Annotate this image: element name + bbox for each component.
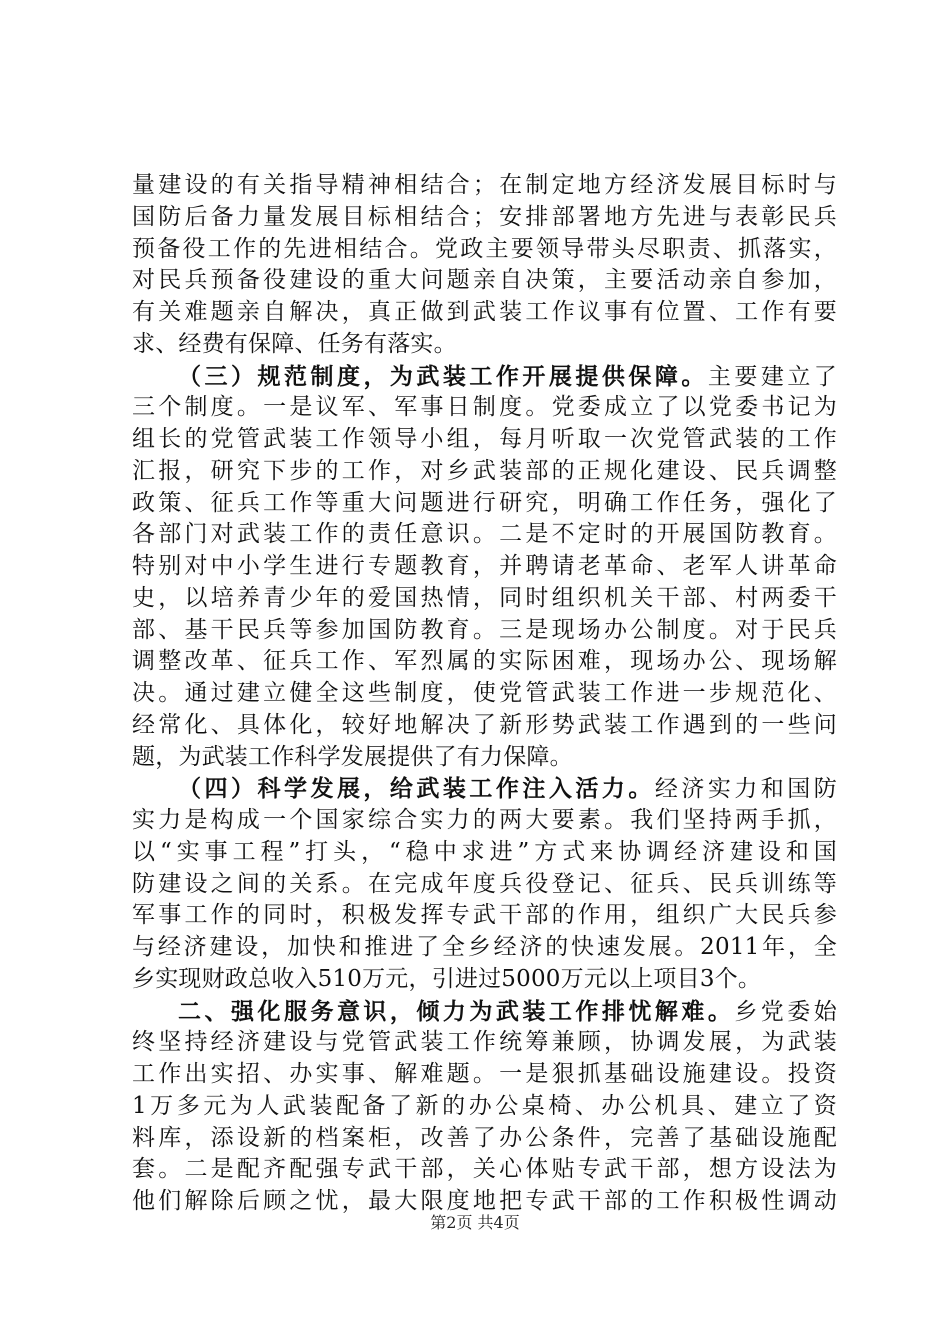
text-line [132,964,837,996]
body-text [132,170,837,1218]
text-segment: 汇报，研究下步的工作，对乡武装部的正规化建设、民兵调整 [132,457,837,484]
text-segment: 特别对中小学生进行专题教育，并聘请老革命、老军人讲革命 [132,553,837,579]
text-line [132,996,837,1028]
text-segment: 有关难题亲自解决，真正做到武装工作议事有位置、工作有要 [132,299,837,325]
text-line [132,297,837,329]
text-line [132,678,837,710]
text-segment: 决。通过建立健全这些制度，使党管武装工作进一步规范化、 [132,680,837,706]
text-line [132,932,837,964]
text-line [132,265,837,297]
text-segment: 套。二是配齐配强专武干部，关心体贴专武干部，想方设法为 [132,1156,837,1183]
text-segment: 调整改革、征兵工作、军烈属的实际困难，现场办公、现场解 [132,648,837,675]
section-heading: 二、强化服务意识，倾力为武装工作排忧解难。 [178,997,735,1025]
text-segment: 主要建立了 [707,363,837,390]
text-segment: 预备役工作的先进相结合。党政主要领导带头尽职责、抓落实， [132,235,837,262]
text-segment: 各部门对武装工作的责任意识。二是不定时的开展国防教育。 [132,521,837,548]
text-segment: 1万多元为人武装配备了新的办公桌椅、办公机具、建立了资 [132,1092,837,1119]
text-segment: 乡实现财政总收入510万元，引进过5000万元以上项目3个。 [132,965,762,992]
text-line [132,1027,837,1059]
text-line [132,456,837,488]
text-line [132,837,837,869]
text-segment: 国防后备力量发展目标相结合；安排部署地方先进与表彰民兵 [132,203,837,230]
text-segment: 组长的党管武装工作领导小组，每月听取一次党管武装的工作 [132,426,837,452]
text-segment: 量建设的有关指导精神相结合；在制定地方经济发展目标时与 [132,172,837,198]
text-line [132,710,837,742]
text-segment: 题，为武装工作科学发展提供了有力保障。 [132,743,573,770]
text-line [132,900,837,932]
text-line [132,551,837,583]
section-heading: （三）规范制度，为武装工作开展提供保障。 [178,362,708,390]
text-line [132,615,837,647]
text-line [132,1091,837,1123]
text-line [132,329,837,361]
text-segment: 他们解除后顾之忧，最大限度地把专武干部的工作积极性调动 [132,1188,837,1214]
text-line [132,519,837,551]
text-line [132,869,837,901]
text-segment: 以“实事工程”打头，“稳中求进”方式来协调经济建设和国 [132,838,837,865]
text-segment: 史，以培养青少年的爱国热情，同时组织机关干部、村两委干 [132,584,837,611]
text-segment: 工作出实招、办实事、解难题。一是狠抓基础设施建设。投资 [132,1061,837,1087]
text-line [132,424,837,456]
text-line [132,742,837,774]
text-line [132,805,837,837]
text-line [132,170,837,202]
text-segment: 防建设之间的关系。在完成年度兵役登记、征兵、民兵训练等 [132,870,837,897]
text-segment: 对民兵预备役建设的重大问题亲自决策，主要活动亲自参加， [132,267,837,294]
text-segment: 实力是构成一个国家综合实力的两大要素。我们坚持两手抓， [132,807,837,833]
text-line [132,488,837,520]
text-line [132,392,837,424]
text-line [132,773,837,805]
text-line [132,1154,837,1186]
text-segment: 经常化、具体化，较好地解决了新形势武装工作遇到的一些问 [132,711,837,738]
text-segment: 乡党委始 [734,998,837,1025]
text-line [132,202,837,234]
text-segment: 终坚持经济建设与党管武装工作统筹兼顾，协调发展，为武装 [132,1029,837,1056]
text-line [132,1123,837,1155]
text-line [132,361,837,393]
page-footer: 第2页 共4页 [430,1213,520,1232]
text-segment: 部、基干民兵等参加国防教育。三是现场办公制度。对于民兵 [132,616,837,643]
text-line [132,1059,837,1091]
text-segment: 料库，添设新的档案柜，改善了办公条件，完善了基础设施配 [132,1124,837,1151]
text-segment: 三个制度。一是议军、军事日制度。党委成立了以党委书记为 [132,394,837,421]
text-line [132,583,837,615]
text-line [132,646,837,678]
text-segment: 军事工作的同时，积极发挥专武干部的作用，组织广大民兵参 [132,902,837,929]
text-segment: 经济实力和国防 [654,776,837,803]
section-heading: （四）科学发展，给武装工作注入活力。 [178,775,655,803]
text-segment: 求、经费有保障、任务有落实。 [132,330,457,357]
text-segment: 政策、征兵工作等重大问题进行研究，明确工作任务，强化了 [132,489,837,516]
text-segment: 与经济建设，加快和推进了全乡经济的快速发展。2011年，全 [132,934,837,960]
text-line [132,234,837,266]
